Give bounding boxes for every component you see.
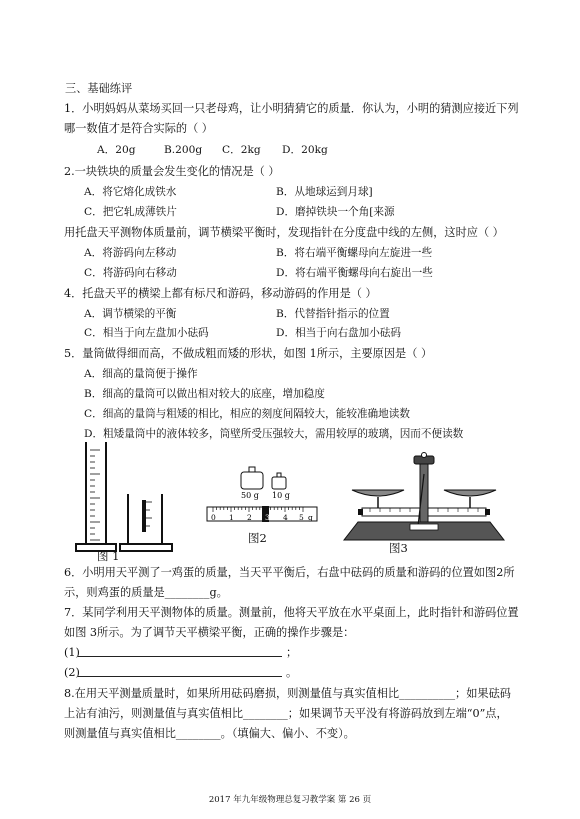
section-title: 三、基础练评 (65, 82, 133, 95)
left-balance-nut (358, 509, 363, 515)
q8-line3: 则测量值与真实值相比________。（填偏大、偏小、不变）。 (64, 727, 355, 740)
q1-option-b: B.200g (164, 144, 203, 156)
weight-10g (272, 473, 286, 489)
q2-option-d: D．磨掉铁块一个角[来源 (276, 206, 395, 218)
weight-50g (241, 467, 263, 489)
q5-stem: 5．量筒做得细而高，不做成粗而矮的形状，如图 1所示，主要原因是（ ） (64, 347, 433, 360)
page-footer: 2017 年九年级物理总复习教学案 第 26 页 (208, 795, 372, 805)
q3-stem: 用托盘天平测物体质量前，调节横梁平衡时，发现指针在分度盘中线的左侧，这时应（ ） (64, 226, 504, 239)
right-balance-nut (485, 509, 490, 515)
scale-tick-4: 4 (283, 513, 288, 522)
scale-tick-2: 2 (247, 513, 252, 522)
fig3-balance (338, 452, 510, 544)
left-pan (352, 490, 404, 496)
q2-stem: 2.一块铁块的质量会发生变化的情况是（ ） (64, 165, 280, 178)
scale-tick-5: 5 (299, 513, 304, 522)
q7-step1-label: (1) (64, 646, 80, 659)
q5-option-a: A．细高的量筒便于操作 (84, 368, 198, 380)
q7-step2-label: (2) (64, 666, 80, 679)
q4-stem: 4．托盘天平的横梁上都有标尺和游码，移动游码的作用是（ ） (64, 287, 377, 300)
scale-unit: g (308, 513, 313, 522)
q4-option-b: B．代替指针指示的位置 (276, 308, 390, 320)
q4-option-c: C．相当于向左盘加小砝码 (84, 327, 209, 339)
q7-line1: 7．某同学利用天平测物体的质量。测量前，他将天平放在水平桌面上，此时指针和游码位置 (64, 606, 519, 619)
q2-option-b: B．从地球运到月球] (276, 186, 373, 198)
scale-tick-1: 1 (229, 513, 234, 522)
q3-option-a: A．将游码向左移动 (84, 247, 177, 259)
q7-line2: 如图 3所示。为了调节天平横梁平衡，正确的操作步骤是： (64, 626, 355, 639)
q3-option-b: B．将右端平衡螺母向左旋进一些 (276, 247, 433, 259)
q3-option-d: D．将右端平衡螺母向右旋出一些 (276, 267, 433, 279)
q5-option-d: D．粗矮量筒中的液体较多，筒壁所受压强较大，需用较厚的玻璃，因而不便读数 (84, 428, 464, 440)
q7-step1-end: ； (286, 646, 298, 659)
weight-10g-label: 10 g (272, 491, 290, 500)
q1-option-c: C．2kg (222, 144, 261, 156)
scale-tick-0: 0 (211, 513, 216, 522)
fig2-label: 图2 (248, 531, 267, 545)
short-cylinder (120, 494, 172, 551)
q5-option-b: B．细高的量筒可以做出相对较大的底座，增加稳度 (84, 388, 325, 400)
fig1-label: 图 1 (97, 549, 120, 563)
q7-step2-blank[interactable] (78, 676, 282, 677)
q1-option-d: D．20kg (282, 144, 328, 156)
q6-line1: 6．小明用天平测了一鸡蛋的质量，当天平平衡后，右盘中砝码的质量和游码的位置如图2所 (64, 566, 515, 579)
right-pan (444, 490, 496, 496)
q1-option-a: A．20g (97, 144, 136, 156)
q8-line2: 上沾有油污，则测量值与真实值相比________；如果调节天平没有将游码放到左端“0”点， (64, 707, 508, 720)
q3-option-c: C．将游码向右移动 (84, 267, 177, 279)
fig3-label: 图3 (389, 541, 408, 555)
q1-line1: 1．小明妈妈从菜场买回一只老母鸡，让小明猜猜它的质量．你认为，小明的猜测应接近下列 (64, 102, 519, 115)
weight-50g-label: 50 g (241, 491, 259, 500)
q4-option-a: A．调节横梁的平衡 (84, 308, 177, 320)
q6-line2: 示，则鸡蛋的质量是________g。 (64, 586, 228, 599)
q7-step2-end: 。 (286, 666, 298, 679)
fig1-graduated-cylinders (70, 440, 180, 555)
q8-line1: 8.在用天平测量质量时，如果所用砝码磨损，则测量值与真实值相比__________；如果砝码 (64, 687, 511, 700)
tall-cylinder (76, 442, 116, 551)
q2-option-a: A．将它熔化成铁水 (84, 186, 177, 198)
q4-option-d: D．相当于向右盘加小砝码 (276, 327, 402, 339)
q7-step1-blank[interactable] (78, 656, 282, 657)
pillar (420, 462, 428, 522)
q1-line2: 哪一数值才是符合实际的（ ） (64, 122, 213, 135)
q2-option-c: C．把它轧成薄铁片 (84, 206, 177, 218)
fig2-balance-scale (205, 463, 320, 523)
q5-option-c: C．细高的量筒与粗矮的相比，相应的刻度间隔较大，能较准确地读数 (84, 408, 410, 420)
dial-scale (410, 524, 438, 530)
scale-tick-3: 3 (265, 513, 270, 522)
